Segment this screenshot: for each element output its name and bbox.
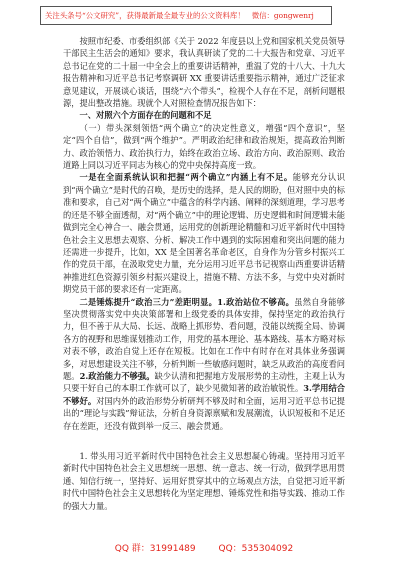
paragraph — [63, 122, 345, 172]
bold-lead-text: 1.政治站位不够高。 — [217, 296, 295, 307]
text-run: 对国内外的政治形势分析研判不够及时和全面，运用习近平总书记提出的“理论与实践”辩证法，分析自身资源禀赋和发展潮流，认识短板和不足还存在差距，还没有做到举一反三、融会贯通。 — [63, 395, 346, 431]
wechat-id: 微信：gongwenrj — [251, 11, 314, 20]
promo-banner — [40, 6, 332, 25]
text-run: 1. 带头用习近平新时代中国特色社会主义思想凝心铸魂。坚持用习近平新时代中国特色社会主义思想统一思想、统一意志、统一行动，做到学思用贯通、知信行统一，坚持好、运用好贯穿其中的立场观点方法，自觉把习近平新时代中国特色社会主义思想转化为坚定理想、锤炼党性和指导实践、推动工作的强大力量。 — [63, 451, 345, 511]
numbered-item — [63, 450, 345, 512]
paragraph — [63, 35, 345, 109]
bold-lead-text: 3.学用结合不够好。 — [63, 383, 345, 406]
paragraph — [63, 171, 345, 295]
text-run: 缺少认清和把握地方发展形势的主动性，主观上认为只要干好自己的本职工作就可以了，缺少见微知著的政治敏锐性。 — [63, 370, 346, 394]
qq-group-number: QQ 群：31991489 — [114, 544, 196, 554]
report-body — [63, 35, 345, 512]
paragraph — [63, 296, 345, 432]
qq-number: QQ：535304092 — [218, 544, 294, 554]
bold-lead-text: 2.政治能力不够强。 — [79, 370, 155, 381]
bold-lead-text: 一是在全面系统认识和把握“两个确立”内涵上有不足。 — [79, 172, 293, 183]
section-heading — [63, 109, 345, 121]
text-run: 一、对照六个方面存在的问题和不足 — [79, 110, 212, 121]
text-run: 能够充分认识到“两个确立”是时代的召唤，是历史的选择，是人民的期盼，但对照中央的标准和要求，自己对“两个确立”中蕴含的科学内涵、阐释的深刻道理，学习思考的还是不够全面透彻，对“两个确立”中的理论逻辑、历史逻辑和时间逻辑未能做到完全心神合一、融会贯通，运用党的创新理论精髓和习近平新时代中国特色社会主义思想去观察、分析、解决工作中遇到的实际困难和突出问题的能力还需进一步提升，比如，XX 是全国著名革命老区，自身作为分管乡村振兴工作的党员干部，在汲取党史力量，充分运用习近平总书记视察山西重要讲话精神推进红色资源引领乡村振兴建设上，措施不精、方法不多，与党中央对新时期党员干部的要求还有一定距离。 — [63, 172, 345, 295]
text-run: 虽然自身能够坚决贯彻落实党中央决策部署和上级党委的具体安排，保持坚定的政治执行力，但不善于从大局、长远、战略上抓形势、看问题，没能以统揽全局、协调各方的视野和思维谋划推动工作，用党的基本理论、基本路线、基本方略对标对表不够，政治自觉上还存在短板。比如在工作中有时存在对具体业务强调多，对思想建设关注不够，分析判断一些敏感问题时，缺乏从政治的高度看问题。 — [63, 296, 345, 381]
bold-lead-text: 二是锤炼提升“政治三力”差距明显。 — [79, 296, 218, 307]
text-run: （一）带头深刻领悟“两个确立”的决定性意义，增强“四个意识”，坚定“四个自信”，做到“两个维护”。严明政治纪律和政治规矩，提高政治判断力、政治领悟力、政治执行力，始终在政治立场、政治方向、政治原则、政治道路上同以习近平同志为核心的党中央保持高度一致。 — [63, 122, 345, 171]
text-run: 按照市纪委、市委组织部《关于 2022 年度县以上党和国家机关党员领导干部民主生活会的通知》要求，我认真研读了党的二十大报告和党章、习近平总书记在党的二十届一中全会上的重要讲话精神，重温了党的十八大、十九大报告精神和习近平总书记考察调研 XX 重要讲话重要指示精神，通过广泛征求意见建议，开展谈心谈话，围绕“六个带头”，检视个人存在不足，剖析问题根源，提出整改措施。现就个人对照检查情况报告如下： — [63, 36, 345, 109]
page-footer — [0, 541, 408, 555]
promo-text: 关注头条号“公文研究”，获得最新最全最专业的公文资料库！ — [45, 11, 245, 20]
